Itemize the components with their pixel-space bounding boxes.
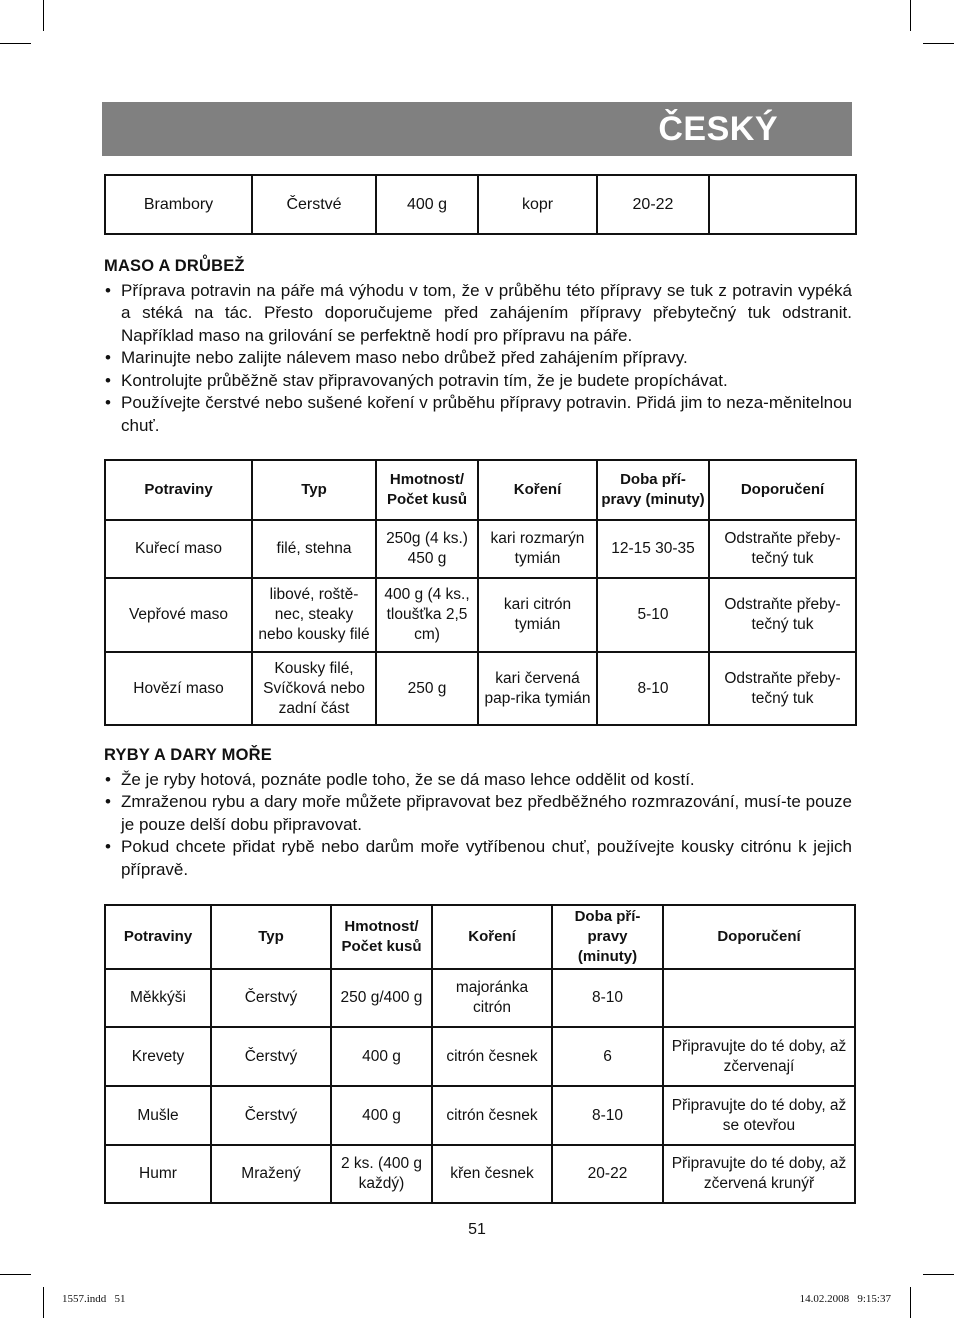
language-title: ČESKÝ bbox=[658, 110, 778, 148]
column-header: Typ bbox=[211, 905, 331, 969]
crop-mark bbox=[910, 1287, 911, 1318]
column-header: Typ bbox=[252, 460, 376, 520]
table-cell: kari červená pap-rika tymián bbox=[478, 652, 597, 725]
table-cell: Humr bbox=[105, 1145, 211, 1203]
table-row bbox=[105, 1027, 855, 1086]
table-cell: Odstraňte přeby-tečný tuk bbox=[709, 578, 856, 652]
table-cell: Hovězí maso bbox=[105, 652, 252, 725]
table-cell: filé, stehna bbox=[252, 520, 376, 578]
column-header: Hmotnost/ Počet kusů bbox=[331, 905, 432, 969]
table-cell: Mražený bbox=[211, 1145, 331, 1203]
fish-table bbox=[104, 904, 856, 1204]
table-row bbox=[105, 969, 855, 1027]
list-item: • Marinujte nebo zalijte nálevem maso nebo drůbež před zahájením přípravy. bbox=[104, 347, 852, 370]
table-cell bbox=[709, 175, 856, 234]
list-item: • Pokud chcete přidat rybě nebo darům moře vytříbenou chuť, používejte kousky citrónu k jejich přípravě. bbox=[104, 836, 852, 881]
table-cell: 6 bbox=[552, 1027, 663, 1086]
table-cell: 20-22 bbox=[597, 175, 709, 234]
table-cell: Čerstvý bbox=[211, 1086, 331, 1145]
table-header-row bbox=[105, 905, 855, 969]
footer-file-info: 1557.indd 51 bbox=[62, 1293, 126, 1305]
table-header-row bbox=[105, 460, 856, 520]
crop-mark bbox=[43, 1287, 44, 1318]
table-cell: 400 g (4 ks., tloušťka 2,5 cm) bbox=[376, 578, 478, 652]
crop-mark bbox=[923, 43, 954, 44]
column-header: Doba pří-pravy (minuty) bbox=[552, 905, 663, 969]
table-cell: Čerstvé bbox=[252, 175, 376, 234]
crop-mark bbox=[910, 0, 911, 31]
bullet-list bbox=[104, 280, 852, 438]
table-row bbox=[105, 520, 856, 578]
table-cell: 5-10 bbox=[597, 578, 709, 652]
crop-mark bbox=[923, 1274, 954, 1275]
table-cell: 400 g bbox=[331, 1027, 432, 1086]
table-cell: 2 ks. (400 g každý) bbox=[331, 1145, 432, 1203]
meat-table bbox=[104, 459, 857, 726]
table-row bbox=[105, 1145, 855, 1203]
table-cell: Odstraňte přeby-tečný tuk bbox=[709, 520, 856, 578]
list-item: • Používejte čerstvé nebo sušené koření v průběhu přípravy potravin. Přidá jim to neza-měnitelnou chuť. bbox=[104, 392, 852, 437]
table-row bbox=[105, 652, 856, 725]
table-row bbox=[105, 1086, 855, 1145]
table-cell: 8-10 bbox=[552, 969, 663, 1027]
list-item: • Zmraženou rybu a dary moře můžete připravovat bez předběžného rozmrazování, musí-te pouze je pouze delší dobu připravovat. bbox=[104, 791, 852, 836]
crop-mark bbox=[43, 0, 44, 31]
table-cell: křen česnek bbox=[432, 1145, 552, 1203]
column-header: Doba pří-pravy (minuty) bbox=[597, 460, 709, 520]
table-cell: citrón česnek bbox=[432, 1086, 552, 1145]
table-cell: Mušle bbox=[105, 1086, 211, 1145]
vegetable-table-continuation bbox=[104, 174, 857, 235]
table-cell: 400 g bbox=[376, 175, 478, 234]
crop-mark bbox=[0, 1274, 31, 1275]
table-cell: libové, roště-nec, steaky nebo kousky filé bbox=[252, 578, 376, 652]
table-cell: majoránka citrón bbox=[432, 969, 552, 1027]
bullet-list bbox=[104, 769, 852, 882]
table-cell: 250 g bbox=[376, 652, 478, 725]
table-cell: Čerstvý bbox=[211, 1027, 331, 1086]
table-cell: kopr bbox=[478, 175, 597, 234]
table-cell: kari citrón tymián bbox=[478, 578, 597, 652]
table-cell: 400 g bbox=[331, 1086, 432, 1145]
table-cell: 20-22 bbox=[552, 1145, 663, 1203]
section-heading: MASO A DRŮBEŽ bbox=[104, 257, 245, 275]
table-cell: kari rozmarýn tymián bbox=[478, 520, 597, 578]
meat-section bbox=[104, 255, 852, 437]
table-cell: Odstraňte přeby-tečný tuk bbox=[709, 652, 856, 725]
section-heading: RYBY A DARY MOŘE bbox=[104, 746, 272, 764]
table-cell: 250g (4 ks.) 450 g bbox=[376, 520, 478, 578]
column-header: Potraviny bbox=[105, 905, 211, 969]
table-cell: 8-10 bbox=[552, 1086, 663, 1145]
column-header: Koření bbox=[478, 460, 597, 520]
table-cell: Krevety bbox=[105, 1027, 211, 1086]
table-cell: Měkkýši bbox=[105, 969, 211, 1027]
table-cell: Připravujte do té doby, až zčervenají bbox=[663, 1027, 855, 1086]
table-row bbox=[105, 175, 856, 234]
table-cell: 12-15 30-35 bbox=[597, 520, 709, 578]
language-header-bar bbox=[102, 102, 852, 156]
column-header: Hmotnost/ Počet kusů bbox=[376, 460, 478, 520]
table-cell: Vepřové maso bbox=[105, 578, 252, 652]
list-item: • Příprava potravin na páře má výhodu v tom, že v průběhu této přípravy se tuk z potravin vypéká a stéká na tác. Přesto doporučujeme před zahájením přípravy přebytečný tuk odstranit. Například maso na grilování se perfektně hodí pro přípravu na páře. bbox=[104, 280, 852, 348]
column-header: Koření bbox=[432, 905, 552, 969]
fish-section bbox=[104, 744, 852, 881]
table-cell: Brambory bbox=[105, 175, 252, 234]
table-cell: Čerstvý bbox=[211, 969, 331, 1027]
column-header: Potraviny bbox=[105, 460, 252, 520]
table-cell: 8-10 bbox=[597, 652, 709, 725]
list-item: • Kontrolujte průběžně stav připravovaných potravin tím, že je budete propíchávat. bbox=[104, 370, 852, 393]
table-row bbox=[105, 578, 856, 652]
table-cell bbox=[663, 969, 855, 1027]
list-item: • Že je ryby hotová, poznáte podle toho, že se dá maso lehce oddělit od kostí. bbox=[104, 769, 852, 792]
page-number: 51 bbox=[468, 1221, 486, 1238]
table-cell: 250 g/400 g bbox=[331, 969, 432, 1027]
footer-datetime: 14.02.2008 9:15:37 bbox=[799, 1293, 891, 1305]
table-cell: citrón česnek bbox=[432, 1027, 552, 1086]
table-cell: Připravujte do té doby, až zčervená krunýř bbox=[663, 1145, 855, 1203]
crop-mark bbox=[0, 43, 31, 44]
table-cell: Kuřecí maso bbox=[105, 520, 252, 578]
column-header: Doporučení bbox=[663, 905, 855, 969]
column-header: Doporučení bbox=[709, 460, 856, 520]
table-cell: Kousky filé, Svíčková nebo zadní část bbox=[252, 652, 376, 725]
table-cell: Připravujte do té doby, až se otevřou bbox=[663, 1086, 855, 1145]
